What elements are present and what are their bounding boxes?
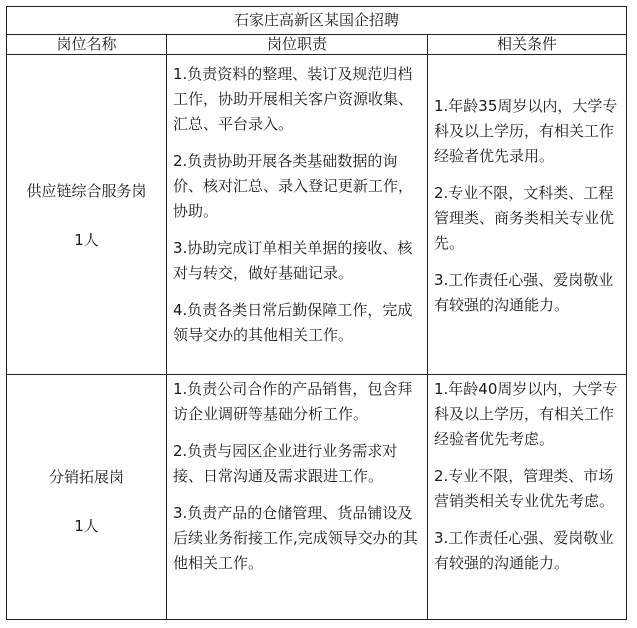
duty-item: 2.负责协助开展各类基础数据的询价、核对汇总、录入登记更新工作，协助。	[173, 152, 414, 220]
header-duties: 岗位职责	[167, 35, 427, 55]
table-row-2-position	[7, 465, 166, 539]
condition-item: 2.专业不限，管理类、市场营销类相关专业优先考虑。	[434, 467, 615, 510]
duty-item: 4.负责各类日常后勤保障工作，完成领导交办的其他相关工作。	[173, 301, 413, 344]
duty-item: 1.负责资料的整理、装订及规范归档工作，协助开展相关客户资源收集、汇总、平台录入。	[173, 65, 414, 133]
header-conditions: 相关条件	[428, 35, 626, 55]
duty-item: 1.负责公司合作的产品销售，包含拜访企业调研等基础分析工作。	[173, 380, 413, 423]
duty-item: 2.负责与园区企业进行业务需求对接、日常沟通及需求跟进工作。	[173, 442, 398, 485]
column-divider	[427, 35, 428, 619]
table-row-1-conditions	[434, 94, 622, 318]
duty-item: 3.负责产品的仓储管理、货品铺设及后续业务衔接工作,完成领导交办的其他相关工作。	[173, 504, 418, 572]
duty-item: 3.协助完成订单相关单据的接收、核对与转交，做好基础记录。	[173, 239, 413, 282]
recruitment-table	[6, 6, 627, 620]
condition-item: 2.专业不限，文科类、工程管理类、商务类相关专业优先。	[434, 184, 615, 252]
table-row-2-duties	[173, 377, 423, 576]
headcount: 1人	[74, 231, 99, 249]
table-title: 石家庄高新区某国企招聘	[7, 7, 626, 35]
condition-item: 1.年龄40周岁以内，大学专科及以上学历，有相关工作经验者优先考虑。	[434, 380, 618, 448]
table-row-1-position	[7, 179, 166, 253]
condition-item: 3.工作责任心强、爱岗敬业有较强的沟通能力。	[434, 529, 614, 572]
position-name: 分销拓展岗	[48, 468, 124, 486]
header-position-name: 岗位名称	[7, 35, 166, 55]
condition-item: 3.工作责任心强、爱岗敬业有较强的沟通能力。	[434, 271, 614, 314]
row-divider	[7, 374, 626, 375]
table-row-2-conditions	[434, 377, 622, 576]
condition-item: 1.年龄35周岁以内，大学专科及以上学历，有相关工作经验者优先录用。	[434, 97, 618, 165]
column-divider	[166, 35, 167, 619]
table-row-1-duties	[173, 62, 423, 348]
position-name: 供应链综合服务岗	[26, 182, 147, 200]
headcount: 1人	[74, 517, 99, 535]
